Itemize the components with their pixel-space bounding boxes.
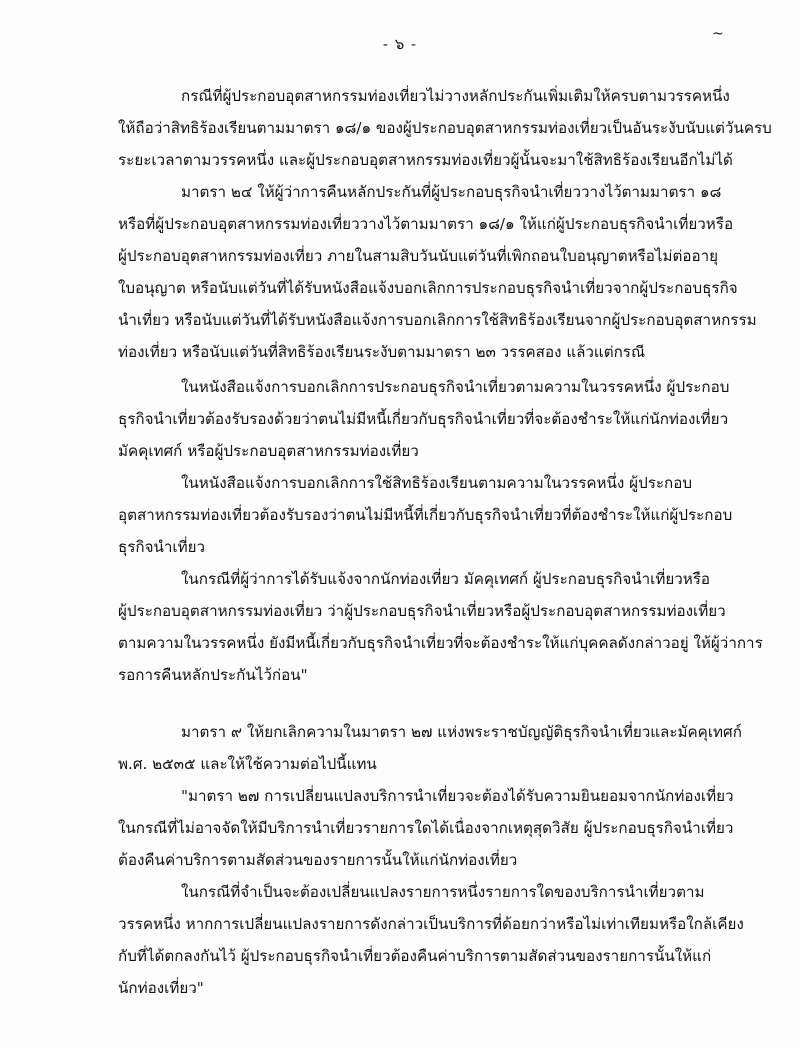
paragraph-line: ท่องเที่ยว หรือนับแต่วันที่สิทธิร้องเรียนระงับตามมาตรา ๒๓ วรรคสอง แล้วแต่กรณี [118,343,646,361]
paragraph-line: มัคคุเทศก์ หรือผู้ประกอบอุตสาหกรรมท่องเที่ยว [118,442,419,460]
paragraph-line: ในกรณีที่จำเป็นจะต้องเปลี่ยนแปลงรายการหนึ่งรายการใดของบริการนำเที่ยวตาม [181,883,705,901]
paragraph-line: ผู้ประกอบอุตสาหกรรมท่องเที่ยว ภายในสามสิบวันนับแต่วันที่เพิกถอนใบอนุญาตหรือไม่ต่ออายุ [118,247,719,265]
paragraph-line: นักท่องเที่ยว" [118,979,204,997]
paragraph-line: ในกรณีที่ผู้ว่าการได้รับแจ้งจากนักท่องเที่ยว มัคคุเทศก์ ผู้ประกอบธุรกิจนำเที่ยวหรือ [181,570,711,588]
paragraph-line: มาตรา ๒๔ ให้ผู้ว่าการคืนหลักประกันที่ผู้ประกอบธุรกิจนำเที่ยววางไว้ตามมาตรา ๑๘ [181,183,722,201]
paragraph-line: ในหนังสือแจ้งการบอกเลิกการใช้สิทธิร้องเรียนตามความในวรรคหนึ่ง ผู้ประกอบ [181,474,692,492]
paragraph-line: ใบอนุญาต หรือนับแต่วันที่ได้รับหนังสือแจ้งบอกเลิกการประกอบธุรกิจนำเที่ยวจากผู้ประกอบธุรกิจ [118,279,738,297]
paragraph-line: นำเที่ยว หรือนับแต่วันที่ได้รับหนังสือแจ้งการบอกเลิกการใช้สิทธิร้องเรียนจากผู้ประกอบอุตสาหกรรม [118,311,757,329]
paragraph-line: ธุรกิจนำเที่ยวต้องรับรองด้วยว่าตนไม่มีหนี้เกี่ยวกับธุรกิจนำเที่ยวที่จะต้องชำระให้แก่นักท่องเที่ยว [118,410,729,428]
paragraph-line: ต้องคืนค่าบริการตามสัดส่วนของรายการนั้นให้แก่นักท่องเที่ยว [118,851,518,869]
paragraph-line: ในหนังสือแจ้งการบอกเลิกการประกอบธุรกิจนำเที่ยวตามความในวรรคหนึ่ง ผู้ประกอบ [181,378,730,396]
paragraph-line: ผู้ประกอบอุตสาหกรรมท่องเที่ยว ว่าผู้ประกอบธุรกิจนำเที่ยวหรือผู้ประกอบอุตสาหกรรมท่องเที่ยว [118,602,726,620]
paragraph-line: ธุรกิจนำเที่ยว [118,538,206,556]
paragraph-line: รอการคืนหลักประกันไว้ก่อน" [118,666,308,684]
paragraph-line: พ.ศ. ๒๕๓๕ และให้ใช้ความต่อไปนี้แทน [118,755,377,773]
page-number: - ๖ - [382,35,418,53]
paragraph-line: หรือที่ผู้ประกอบอุตสาหกรรมท่องเที่ยววางไว้ตามมาตรา ๑๘/๑ ให้แก่ผู้ประกอบธุรกิจนำเที่ยวหรือ [118,215,734,233]
paragraph-line: กับที่ได้ตกลงกันไว้ ผู้ประกอบธุรกิจนำเที่ยวต้องคืนค่าบริการตามสัดส่วนของรายการนั้นให้แก่ [118,947,712,965]
paragraph-line: ตามความในวรรคหนึ่ง ยังมีหนี้เกี่ยวกับธุรกิจนำเที่ยวที่จะต้องชำระให้แก่บุคคลดังกล่าวอยู่ ให้ผู้ว่าการ [118,634,763,652]
paragraph-line: "มาตรา ๒๗ การเปลี่ยนแปลงบริการนำเที่ยวจะต้องได้รับความยินยอมจากนักท่องเที่ยว [181,787,734,805]
scan-mark: ~ [712,26,724,42]
paragraph-line: ให้ถือว่าสิทธิร้องเรียนตามมาตรา ๑๘/๑ ของผู้ประกอบอุตสาหกรรมท่องเที่ยวเป็นอันระงับนับแต่วันครบ [118,119,772,137]
paragraph-line: วรรคหนึ่ง หากการเปลี่ยนแปลงรายการดังกล่าวเป็นบริการที่ด้อยกว่าหรือไม่เท่าเทียมหรือใกล้เคียง [118,915,744,933]
paragraph-line: อุตสาหกรรมท่องเที่ยวต้องรับรองว่าตนไม่มีหนี้ที่เกี่ยวกับธุรกิจนำเที่ยวที่ต้องชำระให้แก่ผู้ประกอบ [118,506,733,524]
paragraph-line: ระยะเวลาตามวรรคหนึ่ง และผู้ประกอบอุตสาหกรรมท่องเที่ยวผู้นั้นจะมาใช้สิทธิร้องเรียนอีกไม่ได้ [118,151,733,169]
paragraph-line: ในกรณีที่ไม่อาจจัดให้มีบริการนำเที่ยวรายการใดได้เนื่องจากเหตุสุดวิสัย ผู้ประกอบธุรกิจนำเที่ยว [118,819,734,837]
paragraph-line: กรณีที่ผู้ประกอบอุตสาหกรรมท่องเที่ยวไม่วางหลักประกันเพิ่มเติมให้ครบตามวรรคหนึ่ง [181,87,730,105]
paragraph-line: มาตรา ๙ ให้ยกเลิกความในมาตรา ๒๗ แห่งพระราชบัญญัติธุรกิจนำเที่ยวและมัคคุเทศก์ [181,723,742,741]
